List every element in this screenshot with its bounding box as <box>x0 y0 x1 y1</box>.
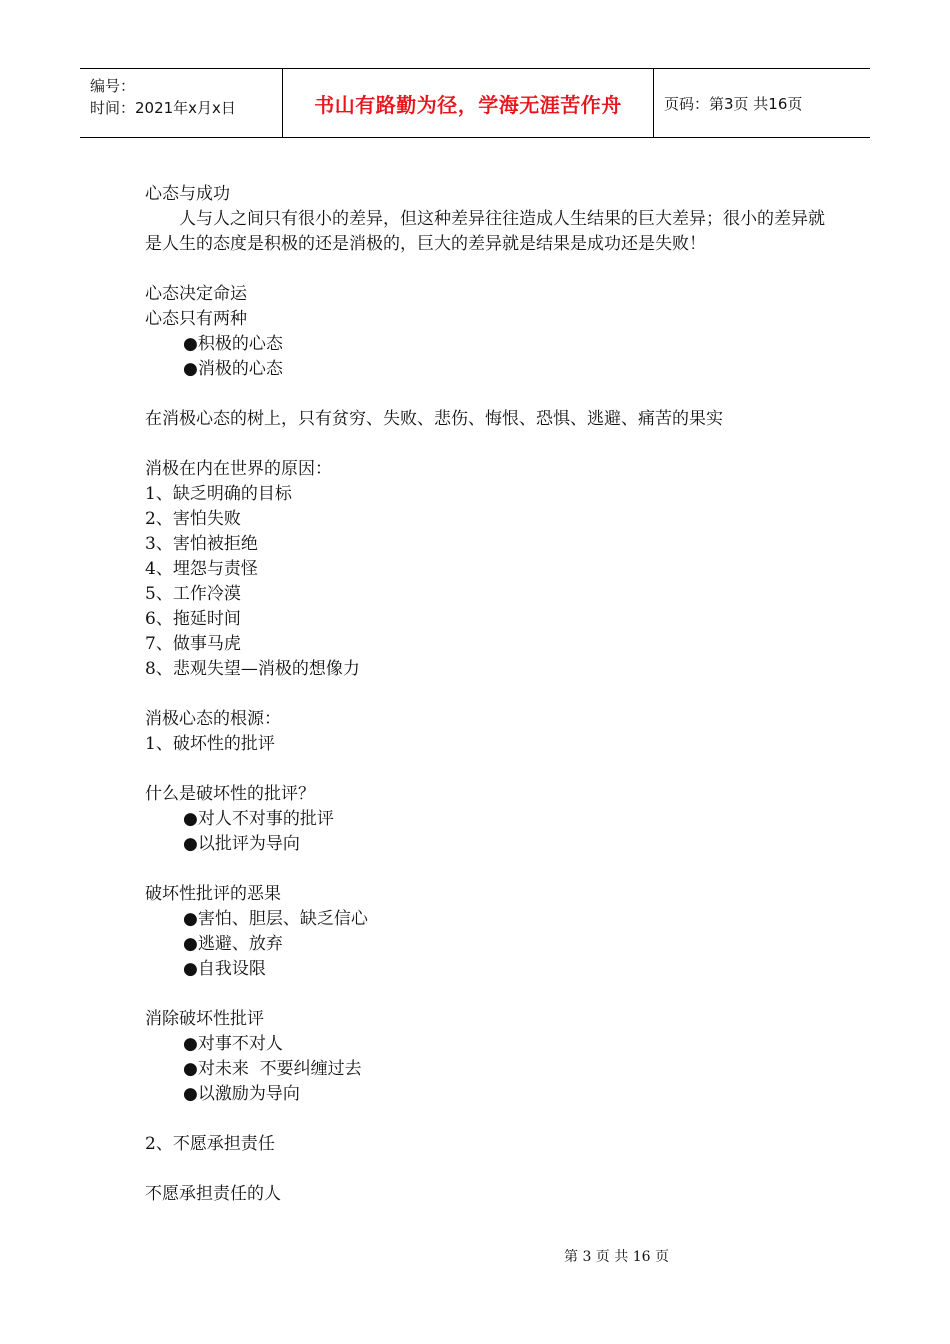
bullet-what-2: ●以批评为导向 <box>183 834 300 854</box>
bullet-effect-1: ●害怕、胆层、缺乏信心 <box>183 909 368 929</box>
list-item: 1、缺乏明确的目标 <box>145 484 292 504</box>
heading-fate: 心态决定命运 <box>145 284 247 304</box>
time-label: 时间：2021年x月x日 <box>90 99 236 117</box>
list-item: 5、工作冷漠 <box>145 584 241 604</box>
bullet-effect-3: ●自我设限 <box>183 959 266 979</box>
heading-roots: 消极心态的根源： <box>145 709 281 729</box>
bullet-remove-3: ●以激励为导向 <box>183 1084 300 1104</box>
heading-two-types: 心态只有两种 <box>145 309 247 329</box>
header-motto: 书山有路勤为径，学海无涯苦作舟 <box>314 92 622 117</box>
header-page-info: 页码：第3页 共16页 <box>664 94 803 113</box>
header-motto-cell <box>282 69 654 137</box>
list-item: 8、悲观失望—消极的想像力 <box>145 659 360 679</box>
number-label: 编号： <box>90 77 136 95</box>
bullet-effect-2: ●逃避、放弃 <box>183 934 283 954</box>
list-item: 3、害怕被拒绝 <box>145 534 258 554</box>
footer-page-number: 第 3 页 共 16 页 <box>564 1249 669 1265</box>
document-body <box>145 182 825 1207</box>
list-item: 2、害怕失败 <box>145 509 241 529</box>
page-header <box>80 68 870 138</box>
bullet-remove-2: ●对未来 不要纠缠过去 <box>183 1059 362 1079</box>
list-item: 4、埋怨与责怪 <box>145 559 258 579</box>
heading-remove: 消除破坏性批评 <box>145 1009 264 1029</box>
heading-effects: 破坏性批评的恶果 <box>145 884 281 904</box>
heading-what: 什么是破坏性的批评？ <box>145 784 315 804</box>
header-meta <box>80 69 282 137</box>
bullet-what-1: ●对人不对事的批评 <box>183 809 334 829</box>
heading-causes: 消极在内在世界的原因： <box>145 459 332 479</box>
bullet-remove-1: ●对事不对人 <box>183 1034 283 1054</box>
list-item: 7、做事马虎 <box>145 634 241 654</box>
bullet-negative: ●消极的心态 <box>183 359 283 379</box>
bullet-positive: ●积极的心态 <box>183 334 283 354</box>
root-2: 2、不愿承担责任 <box>145 1134 275 1154</box>
heading-people: 不愿承担责任的人 <box>145 1184 281 1204</box>
section-title: 心态与成功 <box>145 184 230 204</box>
tree-line: 在消极心态的树上，只有贫穷、失败、悲伤、悔恨、恐惧、逃避、痛苦的果实 <box>145 409 723 429</box>
list-item: 6、拖延时间 <box>145 609 241 629</box>
root-1: 1、破坏性的批评 <box>145 734 275 754</box>
intro-paragraph: 人与人之间只有很小的差异，但这种差异往往造成人生结果的巨大差异；很小的差异就是人生的态度是积极的还是消极的，巨大的差异就是结果是成功还是失败！ <box>145 209 825 254</box>
